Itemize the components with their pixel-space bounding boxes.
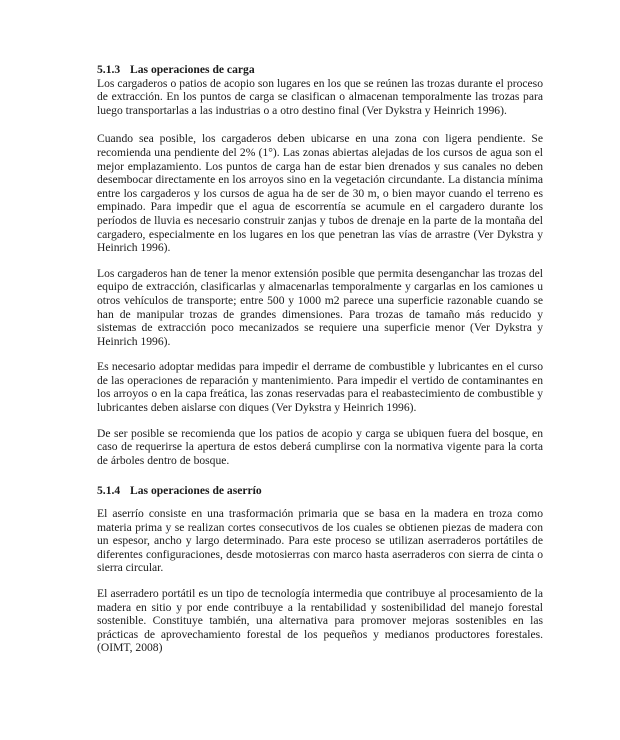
paragraph: De ser posible se recomienda que los patios de acopio y carga se ubiquen fuera del bosque, en caso de requerirse la apertura de estos deberá cumplirse con la normativa vigente para la corta de árboles dentro de bosque. (97, 426, 543, 467)
paragraph: El aserradero portátil es un tipo de tecnología intermedia que contribuye al procesamiento de la madera en sitio y por ende contribuye a la rentabilidad y sostenibilidad del manejo forestal sostenible. Constituye también, una alternativa para promover mejoras sostenibles en las prácticas de aprovechamiento forestal de los pequeños y medianos productores forestales. (OIMT, 2008) (97, 587, 543, 655)
section-number: 5.1.3 (97, 63, 121, 76)
section-heading-aserrio (97, 484, 543, 498)
section-heading-carga (97, 63, 543, 77)
paragraph: Cuando sea posible, los cargaderos deben ubicarse en una zona con ligera pendiente. Se recomienda una pendiente del 2% (1°). Las zonas abiertas alejadas de los cursos de agua son el mejor emplazamiento. Los puntos de carga han de estar bien drenados y sus canales no deben desembocar directamente en los arroyos sino en la vegetación circundante. La distancia mínima entre los cargaderos y los cursos de agua ha de ser de 30 m, o bien mayor cuando el terreno es empinado. Para impedir que el agua de escorrentía se acumule en el cargadero durante los períodos de lluvia es necesario construir zanjas y tubos de drenaje en la parte de la montaña del cargadero, especialmente en los lugares en los que penetran las vías de arrastre (Ver Dykstra y Heinrich 1996). (97, 132, 543, 255)
paragraph: Es necesario adoptar medidas para impedir el derrame de combustible y lubricantes en el curso de las operaciones de reparación y mantenimiento. Para impedir el vertido de contaminantes en los arroyos o en la capa freática, las zonas reservadas para el reabastecimiento de combustible y lubricantes deben aislarse con diques (Ver Dykstra y Heinrich 1996). (97, 360, 543, 415)
section-title: Las operaciones de aserrío (130, 484, 262, 498)
section-number: 5.1.4 (97, 484, 121, 498)
paragraph: Los cargaderos han de tener la menor extensión posible que permita desenganchar las trozas del equipo de extracción, clasificarlas y almacenarlas temporalmente y cargarlas en los camiones u otros vehículos de transporte; entre 500 y 1000 m2 parece una superficie razonable cuando se han de manipular trozas de grandes dimensiones. Para trozas de tamaño más reducido y sistemas de extracción poco mecanizados se requiere una superficie menor (Ver Dykstra y Heinrich 1996). (97, 266, 543, 348)
paragraph: Los cargaderos o patios de acopio son lugares en los que se reúnen las trozas durante el proceso de extracción. En los puntos de carga se clasifican o almacenan temporalmente las trozas para luego transportarlas a las industrias o a otro destino final (Ver Dykstra y Heinrich 1996). (97, 76, 543, 117)
section-title: Las operaciones de carga (130, 63, 255, 76)
document-page (97, 63, 543, 655)
paragraph: El aserrío consiste en una trasformación primaria que se basa en la madera en troza como materia prima y se realizan cortes consecutivos de los cuales se obtienen piezas de madera con un espesor, ancho y largo determinado. Para este proceso se utilizan aserraderos portátiles de diferentes configuraciones, desde motosierras con marco hasta aserraderos con sierra de cinta o sierra circular. (97, 507, 543, 575)
